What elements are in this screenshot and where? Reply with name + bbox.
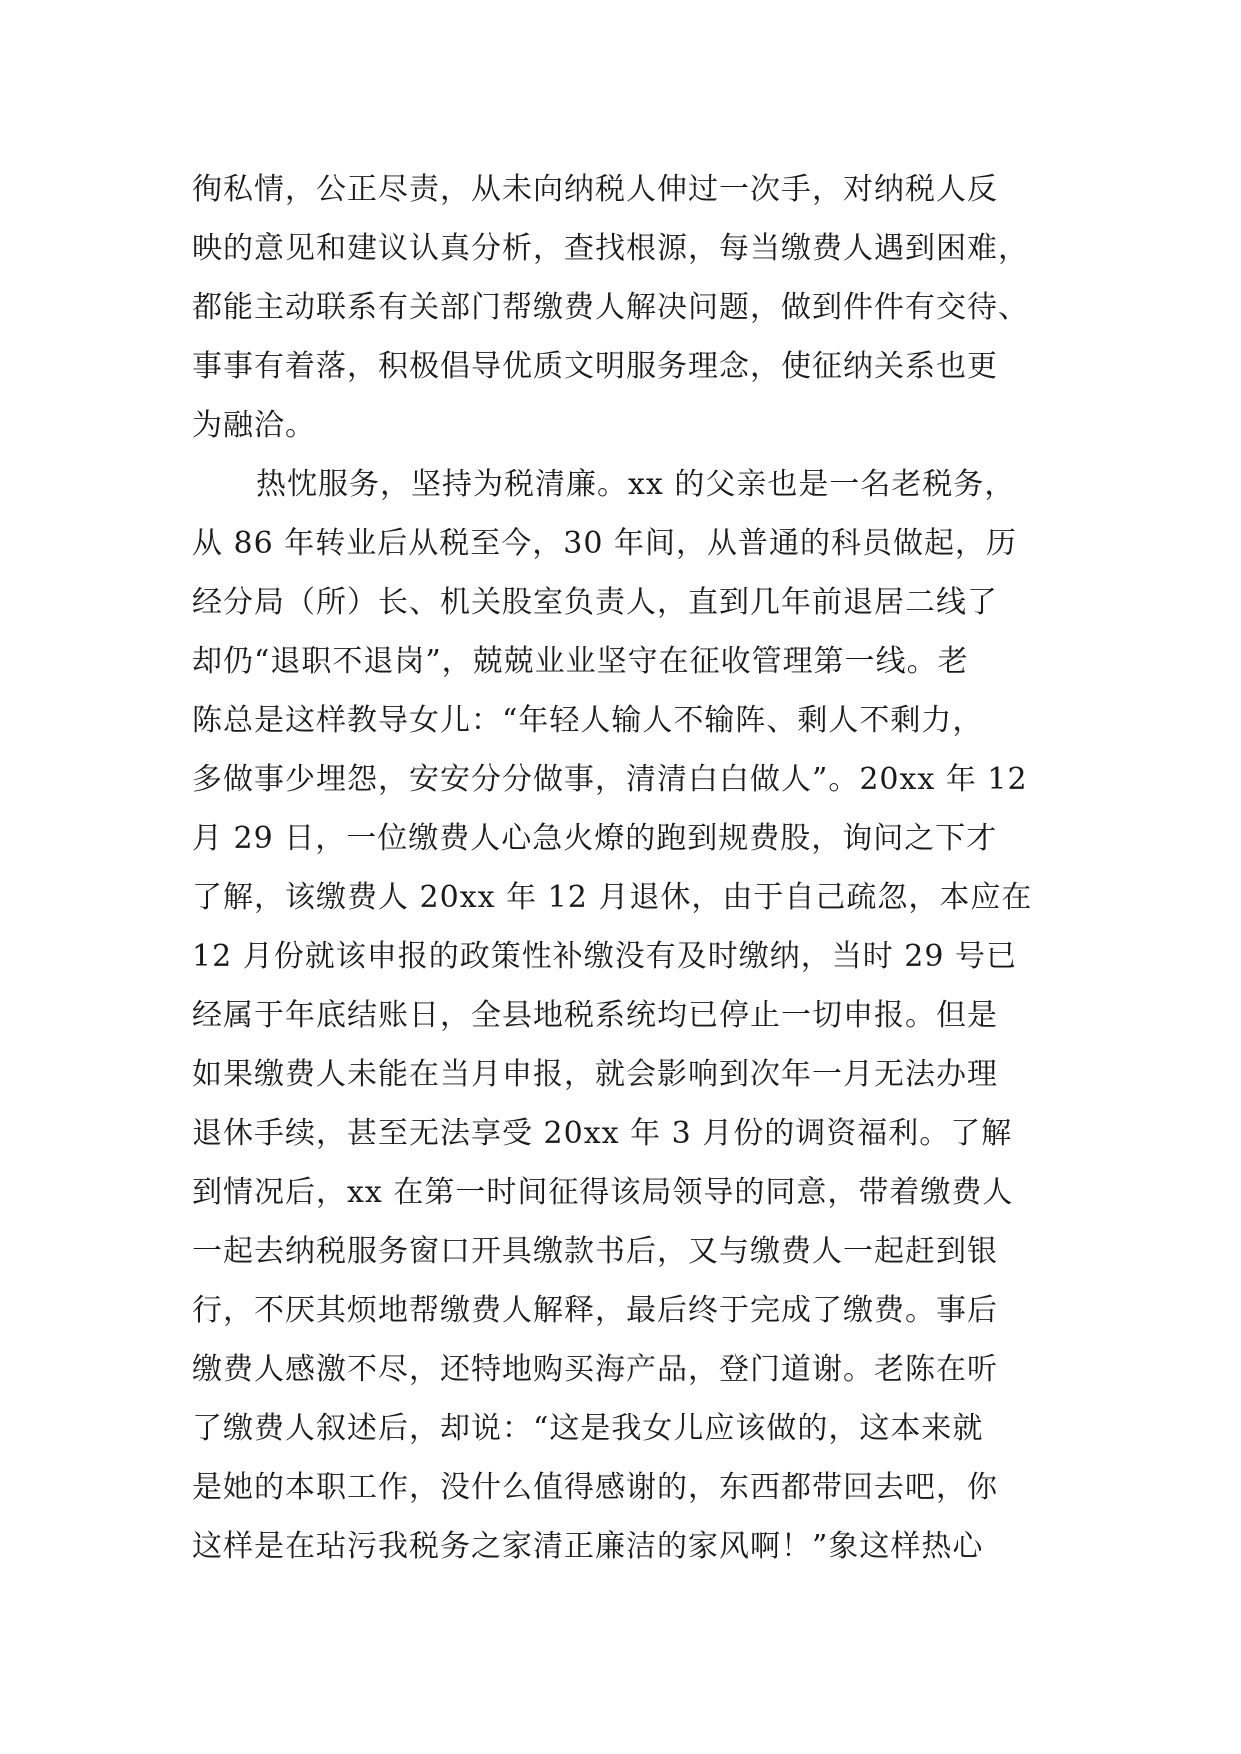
text-line: 是她的本职工作，没什么值得感谢的，东西都带回去吧，你 <box>192 1470 998 1505</box>
text-line: 如果缴费人未能在当月申报，就会影响到次年一月无法办理 <box>192 1057 998 1092</box>
text-line: 行，不厌其烦地帮缴费人解释，最后终于完成了缴费。事后 <box>192 1293 998 1328</box>
text-line: 映的意见和建议认真分析，查找根源，每当缴费人遇到困难， <box>192 231 1029 266</box>
text-line: 月 29 日，一位缴费人心急火燎的跑到规费股，询问之下才 <box>192 821 998 856</box>
text-line: 了解，该缴费人 20xx 年 12 月退休，由于自己疏忽，本应在 <box>192 880 1033 915</box>
text-line: 多做事少埋怨，安安分分做事，清清白白做人”。20xx 年 12 <box>192 762 1028 797</box>
text-line: 陈总是这样教导女儿：“年轻人输人不输阵、剩人不剩力， <box>192 703 984 738</box>
text-line: 事事有着落，积极倡导优质文明服务理念，使征纳关系也更 <box>192 349 998 384</box>
text-line: 退休手续，甚至无法享受 20xx 年 3 月份的调资福利。了解 <box>192 1116 1013 1151</box>
text-line: 从 86 年转业后从税至今，30 年间，从普通的科员做起，历 <box>192 526 1017 561</box>
paragraph-1 <box>192 160 1092 455</box>
text-line: 这样是在玷污我税务之家清正廉洁的家风啊！”象这样热心 <box>192 1529 984 1564</box>
text-line: 却仍“退职不退岗”，兢兢业业坚守在征收管理第一线。老 <box>192 644 969 679</box>
text-line: 到情况后，xx 在第一时间征得该局领导的同意，带着缴费人 <box>192 1175 1014 1210</box>
text-line: 经分局（所）长、机关股室负责人，直到几年前退居二线了 <box>192 585 998 620</box>
text-line-first: 热忱服务，坚持为税清廉。xx 的父亲也是一名老税务， <box>256 467 1016 502</box>
text-line: 一起去纳税服务窗口开具缴款书后，又与缴费人一起赶到银 <box>192 1234 998 1269</box>
text-line: 了缴费人叙述后，却说：“这是我女儿应该做的，这本来就 <box>192 1411 984 1446</box>
paragraph-2 <box>192 455 1092 1576</box>
text-line: 都能主动联系有关部门帮缴费人解决问题，做到件件有交待、 <box>192 290 1029 325</box>
body-text <box>192 160 1092 1576</box>
text-line: 12 月份就该申报的政策性补缴没有及时缴纳，当时 29 号已 <box>192 939 1017 974</box>
text-line: 徇私情，公正尽责，从未向纳税人伸过一次手，对纳税人反 <box>192 172 998 207</box>
text-line: 缴费人感激不尽，还特地购买海产品，登门道谢。老陈在听 <box>192 1352 998 1387</box>
text-line: 为融洽。 <box>192 408 316 443</box>
text-line: 经属于年底结账日，全县地税系统均已停止一切申报。但是 <box>192 998 998 1033</box>
